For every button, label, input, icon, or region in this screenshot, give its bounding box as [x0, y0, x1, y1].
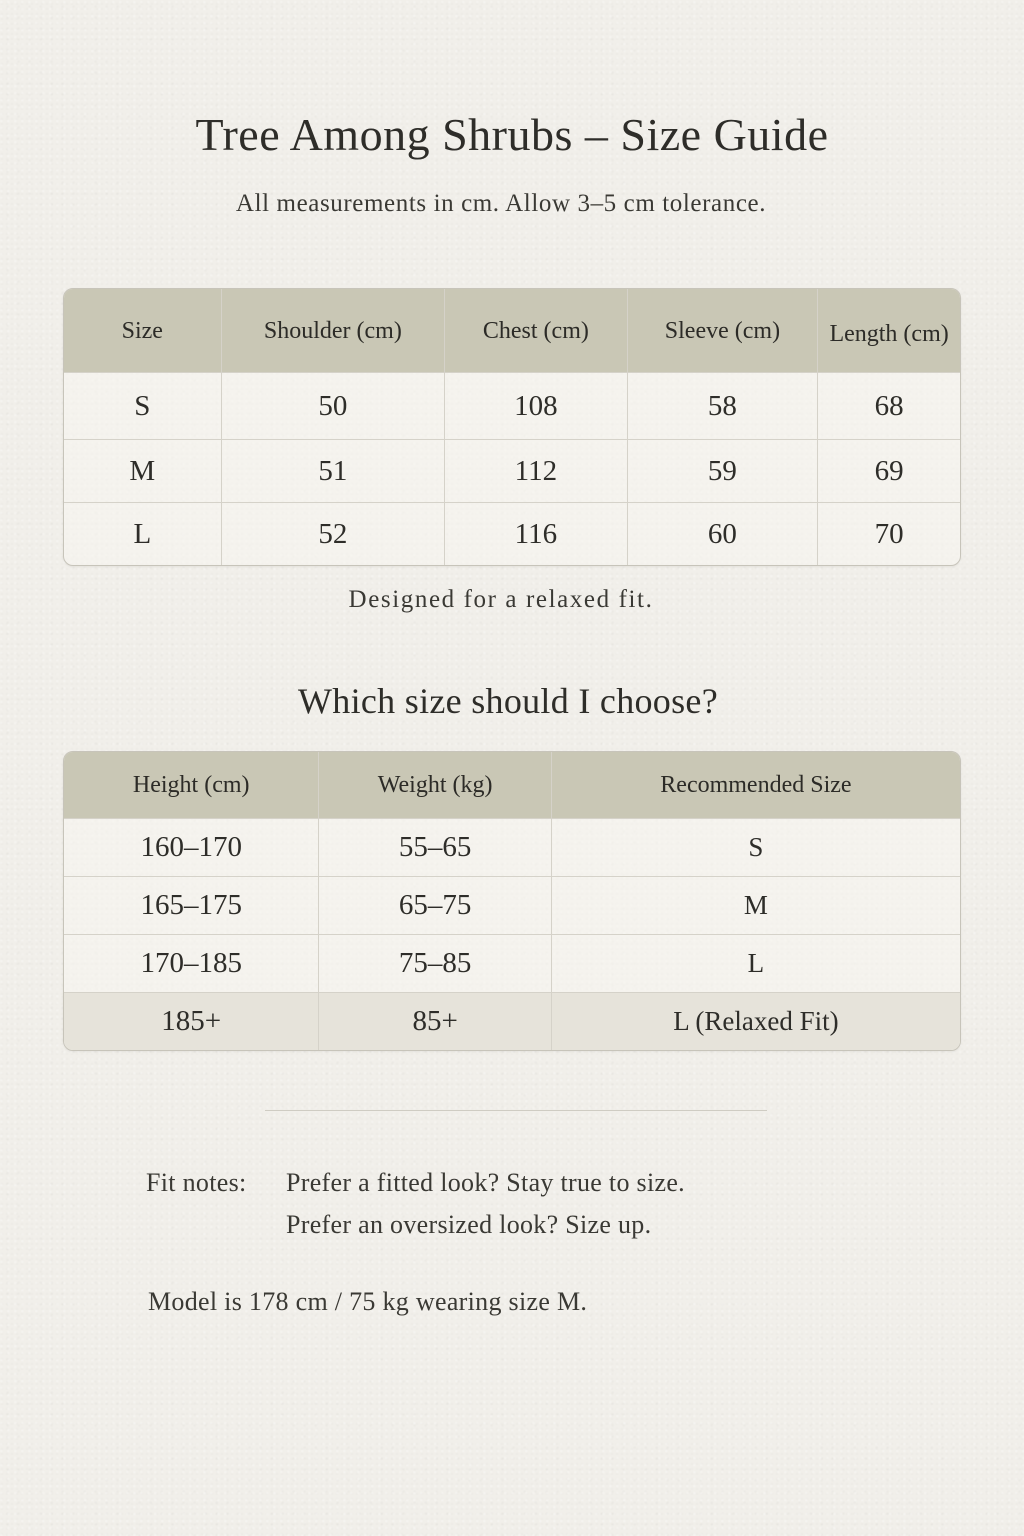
- measurements-table: [63, 288, 961, 566]
- recommendation-header-row: [64, 752, 960, 818]
- header-size: Size: [64, 289, 221, 372]
- table-cell: 185+: [64, 992, 318, 1050]
- header-sleeve: Sleeve (cm): [627, 289, 818, 372]
- table-cell: 75–85: [318, 934, 550, 992]
- table-cell: 50: [221, 372, 445, 439]
- page-title: Tree Among Shrubs – Size Guide: [195, 109, 829, 160]
- fit-notes-line: Prefer a fitted look? Stay true to size.: [286, 1168, 685, 1197]
- table-cell: 59: [627, 439, 818, 502]
- table-cell: L: [64, 502, 221, 565]
- table-cell: 60: [627, 502, 818, 565]
- table-cell: 160–170: [64, 818, 318, 876]
- table-cell: 85+: [318, 992, 550, 1050]
- recommendation-table: [63, 751, 961, 1051]
- table-cell: 70: [817, 502, 960, 565]
- table-cell: 170–185: [64, 934, 318, 992]
- table-cell: 65–75: [318, 876, 550, 934]
- header-length: Length (cm): [817, 289, 960, 372]
- table-row: [64, 372, 960, 439]
- fit-notes-line: Prefer an oversized look? Size up.: [286, 1210, 652, 1239]
- header-height: Height (cm): [64, 752, 318, 818]
- recommendation-title: Which size should I choose?: [298, 681, 718, 721]
- page-subtitle: All measurements in cm. Allow 3–5 cm tolerance.: [235, 190, 767, 217]
- table-cell: L (Relaxed Fit): [551, 992, 960, 1050]
- header-shoulder: Shoulder (cm): [221, 289, 445, 372]
- table-row: [64, 876, 960, 934]
- fit-notes-label: Fit notes:: [146, 1168, 247, 1197]
- table-row: [64, 439, 960, 502]
- table-cell: 58: [627, 372, 818, 439]
- table-cell: 108: [444, 372, 627, 439]
- table-row: [64, 934, 960, 992]
- table-cell: 116: [444, 502, 627, 565]
- table-cell: 51: [221, 439, 445, 502]
- header-recommended-size: Recommended Size: [551, 752, 960, 818]
- table-row: [64, 818, 960, 876]
- section-divider: [265, 1110, 767, 1111]
- table-cell: 112: [444, 439, 627, 502]
- table-cell: 52: [221, 502, 445, 565]
- table-cell: S: [551, 818, 960, 876]
- table-row: [64, 992, 960, 1050]
- table-cell: M: [551, 876, 960, 934]
- table-row: [64, 502, 960, 565]
- table-cell: S: [64, 372, 221, 439]
- measurements-header-row: [64, 289, 960, 372]
- table-cell: 55–65: [318, 818, 550, 876]
- table-cell: 69: [817, 439, 960, 502]
- table-cell: M: [64, 439, 221, 502]
- header-chest: Chest (cm): [444, 289, 627, 372]
- fit-note: Designed for a relaxed fit.: [348, 586, 654, 613]
- table-cell: 165–175: [64, 876, 318, 934]
- table-cell: L: [551, 934, 960, 992]
- table-cell: 68: [817, 372, 960, 439]
- header-weight: Weight (kg): [318, 752, 550, 818]
- model-note: Model is 178 cm / 75 kg wearing size M.: [148, 1287, 588, 1316]
